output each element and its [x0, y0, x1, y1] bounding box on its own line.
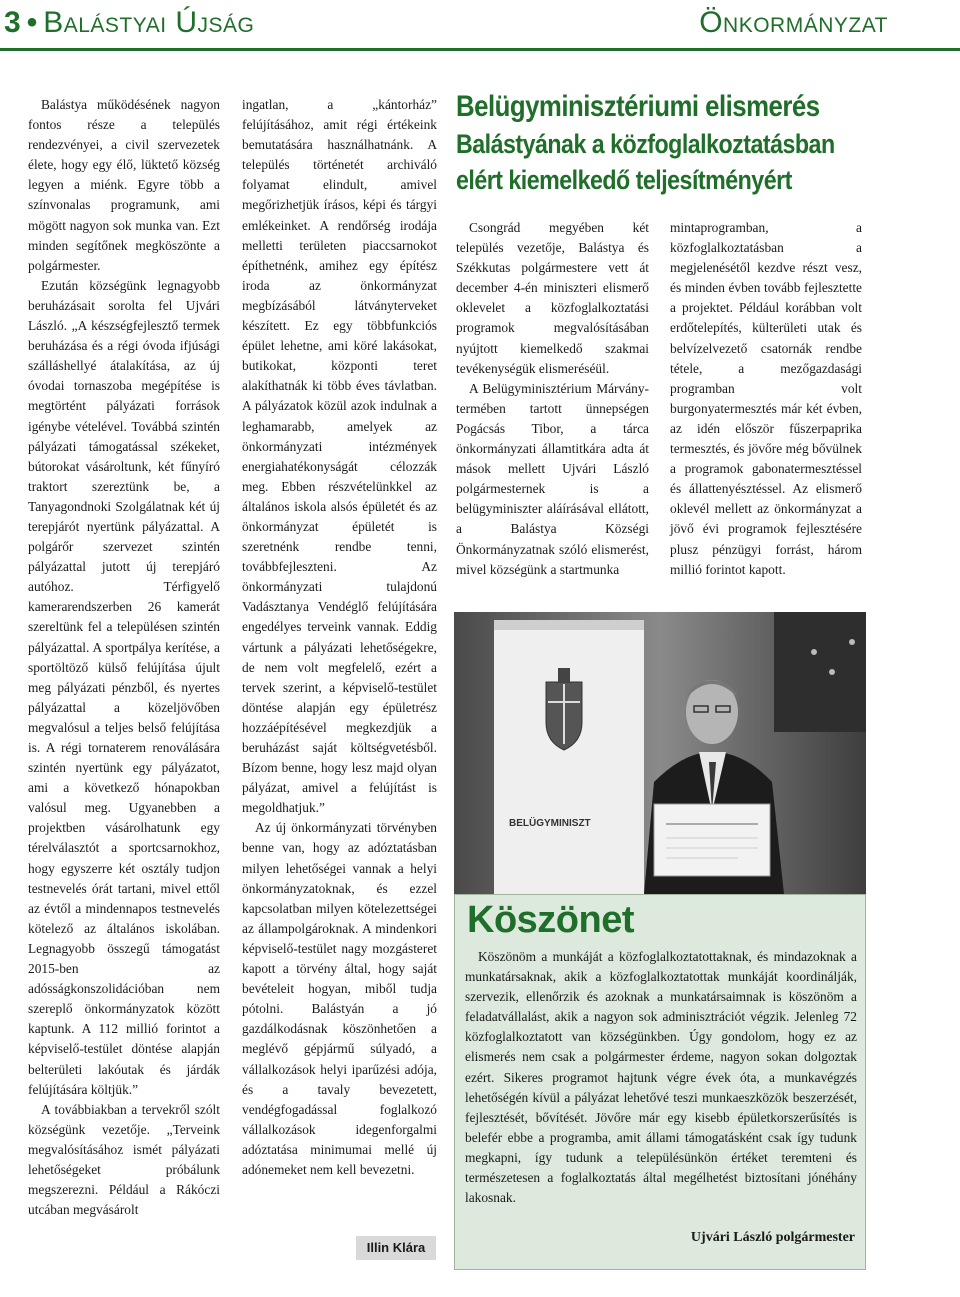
photo-illustration	[454, 612, 866, 894]
headline-line-1: Belügyminisztériumi elismerés	[456, 90, 820, 123]
header-rule	[0, 48, 960, 51]
paragraph: Csongrád megyében két település vezetője, Balástya és Székkutas polgármestere vett át december 4-én miniszteri elismerő oklevelet a közfoglalkoztatási programok megvalósításában nyújtott kiemelkedő szakmai tevékenységük elismeréséül.	[456, 220, 649, 376]
thanks-title: Köszönet	[467, 899, 634, 941]
paragraph: ingatlan, a „kántorház” felújításához, amit régi értékeink bemutatására használhatnánk. A település történetét archiváló folyamat elindult, amivel megőrizhetjük írásos, képi és tárgyi emlékeinket. A rendőrség irodája melletti területen piaccsarnokot építhetnénk, amihez egy építész iroda az önkormányzat megbízásából látványterveket készített. Ez egy többfunkciós épület lehetne, ami köré lakásokat, butikokat, központi teret alakíthatnák ki több éves távlatban. A pályázatok közül azok indulnak a leghamarabb, amelyek az önkormányzati intézmények energiahatékonyságát célozzák meg. Ebben részvételünkkel az általános iskola alsós épületét és az önkormányzat épületét is szeretnénk rendbe tenni, továbbfejleszteni. Az önkormányzati tulajdonú Vadásztanya Vendéglő felújítására engedélyes terveink vannak. Eddig vártunk a pályázati lehetőségekre, de nem volt megfelelő, ezért a tervek szerint, a képviselő-testület döntése alapján egy épületrész hozzáépítésével megkezdjük a beruházást saját költségvetésből. Bízom benne, hogy lesz majd olyan pályázat, amivel a felújítást is megoldhatjuk.”	[242, 97, 437, 816]
column-3	[456, 218, 649, 580]
headline-line-2: Balástyának a közfoglalkoztatásban	[456, 129, 835, 159]
thanks-body	[465, 947, 857, 1208]
headline-line-3: elért kiemelkedő teljesítményért	[456, 165, 792, 195]
column-2	[242, 95, 437, 1180]
certificate	[654, 804, 770, 876]
bullet: •	[26, 6, 38, 39]
thanks-box	[454, 894, 866, 1270]
paragraph: mintaprogramban, a közfoglalkoztatásban a megjelenésétől kezdve részt vesz, és minden évben tovább fejlesztette a projektet. Például korábban volt erdőtelepítés, külterületi utak és belvízelvezető csatornák rendbe tétele, a mezőgazdasági programban volt burgonyatermesztés már két évben, az idén először fűszerpaprika termesztés, és jövőre még bővülnek a programok gabonatermesztéssel és állattenyésztéssel. Az elismerő oklevél mellett az önkormányzat a jövő évi programok fejlesztésére plusz pénzügyi forrást, három millió forintot kapott.	[670, 220, 862, 577]
paragraph: Köszönöm a munkáját a közfoglalkoztatottaknak, és mindazoknak a munkatársaknak, akik a közfoglalkoztatottak munkáját koordinálják, szervezik, ellenőrzik és azoknak a munkatársaimnak is köszönöm a feladatvállalást, akik a nagyon sok adminisztrációt végzik. Jelenleg 72 közfoglalkoztatott van községünkben. Úgy gondolom, hogy ez az elismerés nem csak a polgármester érdeme, nagyon sokan dolgoztak ezért. Sikeres programot hajtunk végre évek óta, a munkavégzés lehetőségén kívül a pályázat lehetővé teszi munkaeszközök beszerzését, fejlesztését, bővítését. Jövőre már egy kisebb épületkorszerűsítés is belefér ebbe a programba, amit állami támogatásként csak így tudunk megkapni, így tudunk a településünkön értéket teremteni és természetesen a foglalkoztatás által megélhetést biztosítani jónéhány lakosnak.	[465, 949, 857, 1206]
banner-text: BELÜGYMINISZT	[509, 818, 591, 829]
paragraph: Ezután községünk legnagyobb beruházásait sorolta fel Ujvári László. „A készségfejlesztő termek beruházása és a régi óvoda ifjúsági szálláshellyé átalakítása, az új óvodai tornaszoba megépítése is megtörtént pályázati források igénybe vételével. Továbbá szintén pályázati támogatással székeket, bútorokat vásároltunk, két fűnyíró traktort szereztünk be, a Tanyagondnoki Szolgálatnak két új terepjárót nyertünk pályázattal. A polgárőr szervezet szintén pályázattal jutott új terepjáró autóhoz. Térfigyelő kamerarendszerben 26 kamerát szereltünk fel a településen szintén pályázattal. A sportpálya kerítése, a sportöltöző külső felújítása újult meg pályázati pénzből, és nyertes pályázattal a közeljövőben megvalósul a teljes belső felújítása is. A régi tornaterem renoválására szintén nyertünk egy pályázatot, ami a következő hónapokban valósul meg. Ugyanebben a projektben vásárolhatunk egy térelválasztót a sportcsarnokhoz, hogy egyszerre két osztály tudjon testnevelés órát tartani, mivel ettől az évtől a mindennapos testnevelés kötelező az általános iskolában. Legnagyobb összegű támogatást 2015-ben az adósságkonszolidációban nem szereplő önkormányzatok között kaptunk. A 112 millió forintot a képviselő-testület döntése alapján belterületi lakóutak és járdák felújítására költjük.”	[28, 277, 220, 1097]
column-1	[28, 95, 220, 1220]
paragraph: Balástya működésének nagyon fontos része a település rendezvényei, a civil szervezetek élete, hogy egy élő, lüktető község legyen a miénk. Egyre több a színvonalas programunk, ami mögött nagyon sok munka van. Ezt minden segítőnek megköszönte a polgármester.	[28, 97, 220, 273]
column-4	[670, 218, 862, 580]
masthead	[4, 6, 254, 40]
newspaper-title: Balástyai Újság	[43, 6, 255, 39]
section-title: Önkormányzat	[699, 6, 888, 39]
signature: Ujvári László polgármester	[690, 1230, 855, 1245]
paragraph: Az új önkormányzati törvényben benne van, hogy az adóztatásban milyen lehetőségei vannak a helyi önkormányzatoknak, és ezzel kapcsolatban milyen kötelezettségei az állampolgároknak. A mindenkori képviselő-testület nagy mozgásteret kapott a törvény által, hogy saját bevételeit hogyan, miből tudja pótolni. Balástyán a jó gazdálkodásnak köszönhetően a meglévő gépjármű súlyadó, a vállalkozások helyi iparűzési adója, és a tavaly bevezetett, vendégfogadással foglalkozó vállalkozások idegenforgalmi adóztatása minimumai mellé új adónemeket nem kell bevezetni.	[242, 820, 437, 1177]
award-photo	[454, 612, 866, 894]
paragraph: A továbbiakban a tervekről szólt községünk vezetője. „Terveink megvalósításához ismét pályázati lehetőségeket próbálunk megszerezni. Például a Rákóczi utcában megvásárolt	[28, 1101, 220, 1218]
article-headline	[456, 88, 876, 198]
paragraph: A Belügyminisztérium Márvány-termében tartott ünnepségen Pogácsás Tibor, a tárca önkormányzati államtitkára adta át mások mellett Ujvári László polgármesternek is a belügyminiszter aláírásával ellátott, a Balástya Községi Önkormányzatnak szóló elismerést, mivel községünk a startmunka	[456, 380, 649, 577]
page-number: 3	[4, 6, 21, 39]
page-header	[0, 0, 960, 58]
author-byline: Illin Klára	[356, 1236, 436, 1260]
